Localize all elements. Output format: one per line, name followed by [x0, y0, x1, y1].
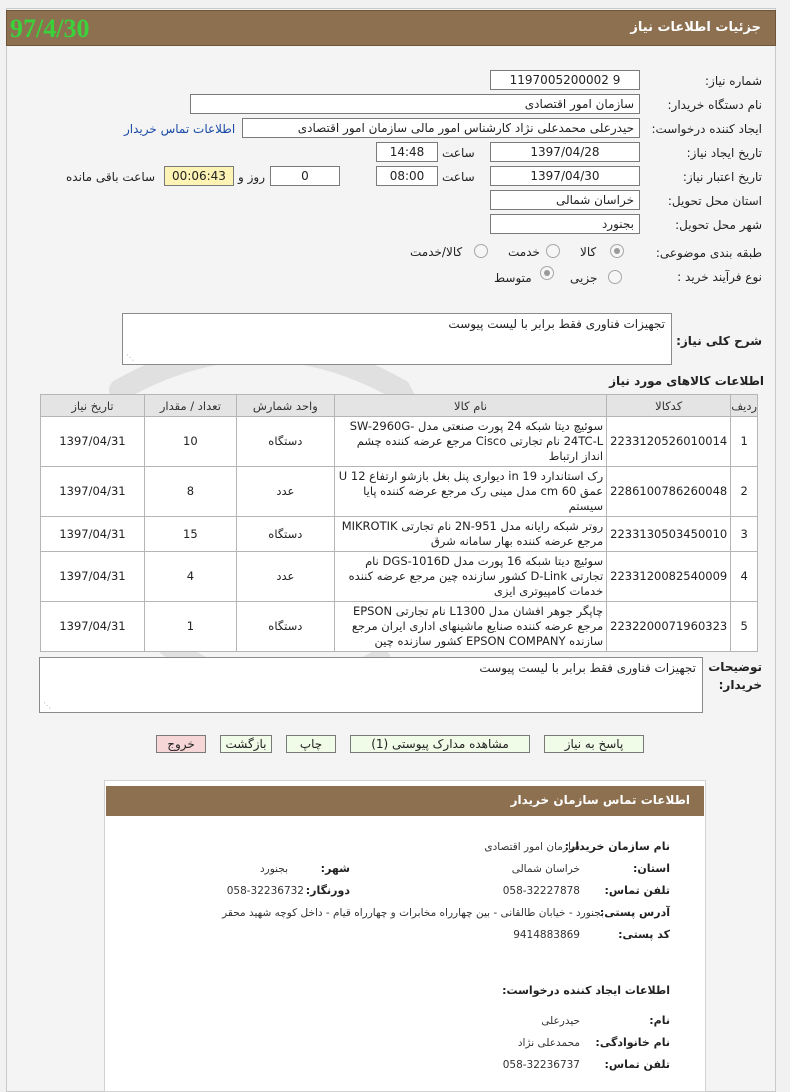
cell-row: 3 — [731, 517, 758, 552]
cell-name: روتر شبکه رایانه مدل 951-2N نام تجارتی MIKROTIK مرجع عرضه کننده بهار سامانه شرق — [334, 517, 606, 552]
cell-date: 1397/04/31 — [41, 517, 145, 552]
remaining-time-label: ساعت باقی مانده — [66, 170, 156, 184]
creator-phone-value: 058-32236737 — [502, 1059, 580, 1071]
creator-phone-label: تلفن تماس: — [604, 1058, 670, 1071]
cell-name: سوئیچ دیتا شبکه 24 پورت صنعتی مدل -SW-2960G 24TC-L نام تجارتی Cisco مرجع عرضه کننده چشم انداز ارتباط — [334, 417, 606, 467]
items-table — [40, 394, 758, 652]
category-radio-goods[interactable] — [610, 244, 624, 258]
province-field: خراسان شمالی — [490, 190, 640, 210]
validity-date-label: تاریخ اعتبار نیاز: — [682, 170, 762, 184]
cell-code: 2233120082540009 — [607, 552, 731, 602]
creator-name-value: حیدرعلی — [541, 1015, 580, 1027]
page-title: جزئیات اطلاعات نیاز — [630, 20, 761, 35]
table-row — [41, 602, 758, 652]
contact-phone-value: 058-32227878 — [502, 885, 580, 897]
contact-city-label: شهر: — [320, 862, 350, 875]
create-date-label: تاریخ ایجاد نیاز: — [686, 146, 762, 160]
buyer-contact-title: اطلاعات تماس سازمان خریدار — [510, 793, 690, 807]
category-option-service: خدمت — [508, 245, 540, 259]
city-field: بجنورد — [490, 214, 640, 234]
cell-qty: 8 — [145, 467, 237, 517]
cell-qty: 10 — [145, 417, 237, 467]
purchase-type-label: نوع فرآیند خرید : — [677, 270, 762, 284]
contact-fax-label: دورنگار: — [305, 884, 350, 897]
contact-address-value: بجنورد - خیابان طالقانی - بین چهارراه مخابرات و چهارراه قیام - داخل کوچه شهید محقر — [222, 907, 604, 919]
cell-unit: عدد — [236, 467, 334, 517]
creator-name-label: نام: — [649, 1014, 670, 1027]
cell-unit: دستگاه — [236, 602, 334, 652]
exit-button[interactable]: خروج — [156, 735, 206, 753]
page-header — [6, 10, 776, 46]
create-time-field: 14:48 — [376, 142, 438, 162]
days-label: روز و — [238, 170, 265, 184]
need-description-label: شرح کلی نیاز: — [676, 334, 762, 348]
buyer-notes-label: توضیحات خریدار: — [708, 660, 762, 692]
cell-name: چاپگر جوهر افشان مدل L1300 نام تجارتی EPSON مرجع عرضه کننده صنایع ماشینهای اداری ایران مرجع سازنده EPSON COMPANY کشور سازنده چین — [334, 602, 606, 652]
category-label: طبقه بندی موضوعی: — [655, 246, 762, 260]
cell-row: 5 — [731, 602, 758, 652]
cell-code: 2232200071960323 — [607, 602, 731, 652]
date-badge: 97/4/30 — [10, 14, 90, 43]
col-name: نام کالا — [334, 395, 606, 417]
cell-code: 2286100786260048 — [607, 467, 731, 517]
buyer-org-field: سازمان امور اقتصادی — [190, 94, 640, 114]
need-description-box — [122, 313, 672, 365]
cell-qty: 1 — [145, 602, 237, 652]
print-button[interactable]: چاپ — [286, 735, 336, 753]
requester-label: ایجاد کننده درخواست: — [651, 122, 762, 136]
contact-fax-value: 058-32236732 — [226, 885, 304, 897]
buyer-contact-header — [106, 786, 704, 816]
contact-province-value: خراسان شمالی — [511, 863, 580, 875]
cell-name: سوئیچ دیتا شبکه 16 پورت مدل DGS-1016D نام تجارتی D-Link کشور سازنده چین مرجع عرضه کننده خدمات کامپیوتری ایزی — [334, 552, 606, 602]
province-label: استان محل تحویل: — [667, 194, 762, 208]
create-date-field: 1397/04/28 — [490, 142, 640, 162]
validity-time-field: 08:00 — [376, 166, 438, 186]
days-remaining-field: 0 — [270, 166, 340, 186]
validity-time-label: ساعت — [442, 170, 475, 184]
contact-postal-value: 9414883869 — [513, 929, 580, 941]
creator-family-label: نام خانوادگی: — [595, 1036, 670, 1049]
creator-family-value: محمدعلی نژاد — [517, 1037, 580, 1049]
cell-row: 1 — [731, 417, 758, 467]
category-option-goods: کالا — [580, 245, 597, 259]
contact-org-value: سازمان امور اقتصادی — [484, 841, 580, 853]
cell-row: 4 — [731, 552, 758, 602]
resize-grip-icon[interactable]: ⋰ — [43, 701, 51, 710]
purchase-radio-minor[interactable] — [608, 270, 622, 284]
table-row — [41, 517, 758, 552]
contact-postal-label: کد پستی: — [618, 928, 670, 941]
city-label: شهر محل تحویل: — [675, 218, 762, 232]
resize-grip-icon[interactable]: ⋰ — [126, 353, 134, 362]
buyer-contact-link[interactable]: اطلاعات تماس خریدار — [124, 122, 236, 136]
items-section-title: اطلاعات کالاهای مورد نیاز — [609, 374, 764, 388]
contact-province-label: استان: — [633, 862, 670, 875]
contact-phone-label: تلفن تماس: — [604, 884, 670, 897]
requester-field: حیدرعلی محمدعلی نژاد کارشناس امور مالی سازمان امور اقتصادی — [242, 118, 640, 138]
cell-date: 1397/04/31 — [41, 417, 145, 467]
buyer-org-label: نام دستگاه خریدار: — [667, 98, 762, 112]
need-number-label: شماره نیاز: — [705, 74, 762, 88]
buyer-notes-box — [39, 657, 703, 713]
cell-unit: دستگاه — [236, 417, 334, 467]
creator-section-title: اطلاعات ایجاد کننده درخواست: — [502, 984, 670, 997]
cell-unit: دستگاه — [236, 517, 334, 552]
view-attachments-button[interactable]: مشاهده مدارک پیوستی (1) — [350, 735, 530, 753]
col-code: کدکالا — [607, 395, 731, 417]
cell-date: 1397/04/31 — [41, 602, 145, 652]
table-row — [41, 417, 758, 467]
cell-unit: عدد — [236, 552, 334, 602]
contact-city-value: بجنورد — [259, 863, 288, 875]
reply-button[interactable]: پاسخ به نیاز — [544, 735, 644, 753]
cell-qty: 4 — [145, 552, 237, 602]
need-description-text: تجهیزات فناوری فقط برابر با لیست پیوست — [448, 317, 665, 331]
col-row: ردیف — [731, 395, 758, 417]
buyer-notes-text: تجهیزات فناوری فقط برابر با لیست پیوست — [479, 661, 696, 675]
category-radio-service[interactable] — [546, 244, 560, 258]
contact-org-label: نام سازمان خریدار: — [564, 840, 670, 853]
cell-date: 1397/04/31 — [41, 467, 145, 517]
validity-date-field: 1397/04/30 — [490, 166, 640, 186]
cell-code: 2233120526010014 — [607, 417, 731, 467]
table-row — [41, 467, 758, 517]
cell-date: 1397/04/31 — [41, 552, 145, 602]
back-button[interactable]: بازگشت — [220, 735, 272, 753]
table-row — [41, 552, 758, 602]
need-number-field: 1197005200002 9 — [490, 70, 640, 90]
category-radio-both[interactable] — [474, 244, 488, 258]
purchase-option-minor: جزیی — [570, 271, 598, 285]
category-option-both: کالا/خدمت — [410, 245, 463, 259]
purchase-radio-medium[interactable] — [540, 266, 554, 280]
cell-row: 2 — [731, 467, 758, 517]
purchase-option-medium: متوسط — [494, 271, 532, 285]
items-table-header — [41, 395, 758, 417]
col-date: تاریخ نیاز — [41, 395, 145, 417]
cell-code: 2233130503450010 — [607, 517, 731, 552]
col-qty: تعداد / مقدار — [145, 395, 237, 417]
cell-name: رک استاندارد 19 in دیواری پنل بغل بازشو ارتفاع 12 U عمق 60 cm مدل مینی رک مرجع عرضه کننده پایا سیستم — [334, 467, 606, 517]
col-unit: واحد شمارش — [236, 395, 334, 417]
remaining-time-field: 00:06:43 — [164, 166, 234, 186]
create-time-label: ساعت — [442, 146, 475, 160]
cell-qty: 15 — [145, 517, 237, 552]
contact-address-label: آدرس پستی: — [599, 906, 670, 919]
